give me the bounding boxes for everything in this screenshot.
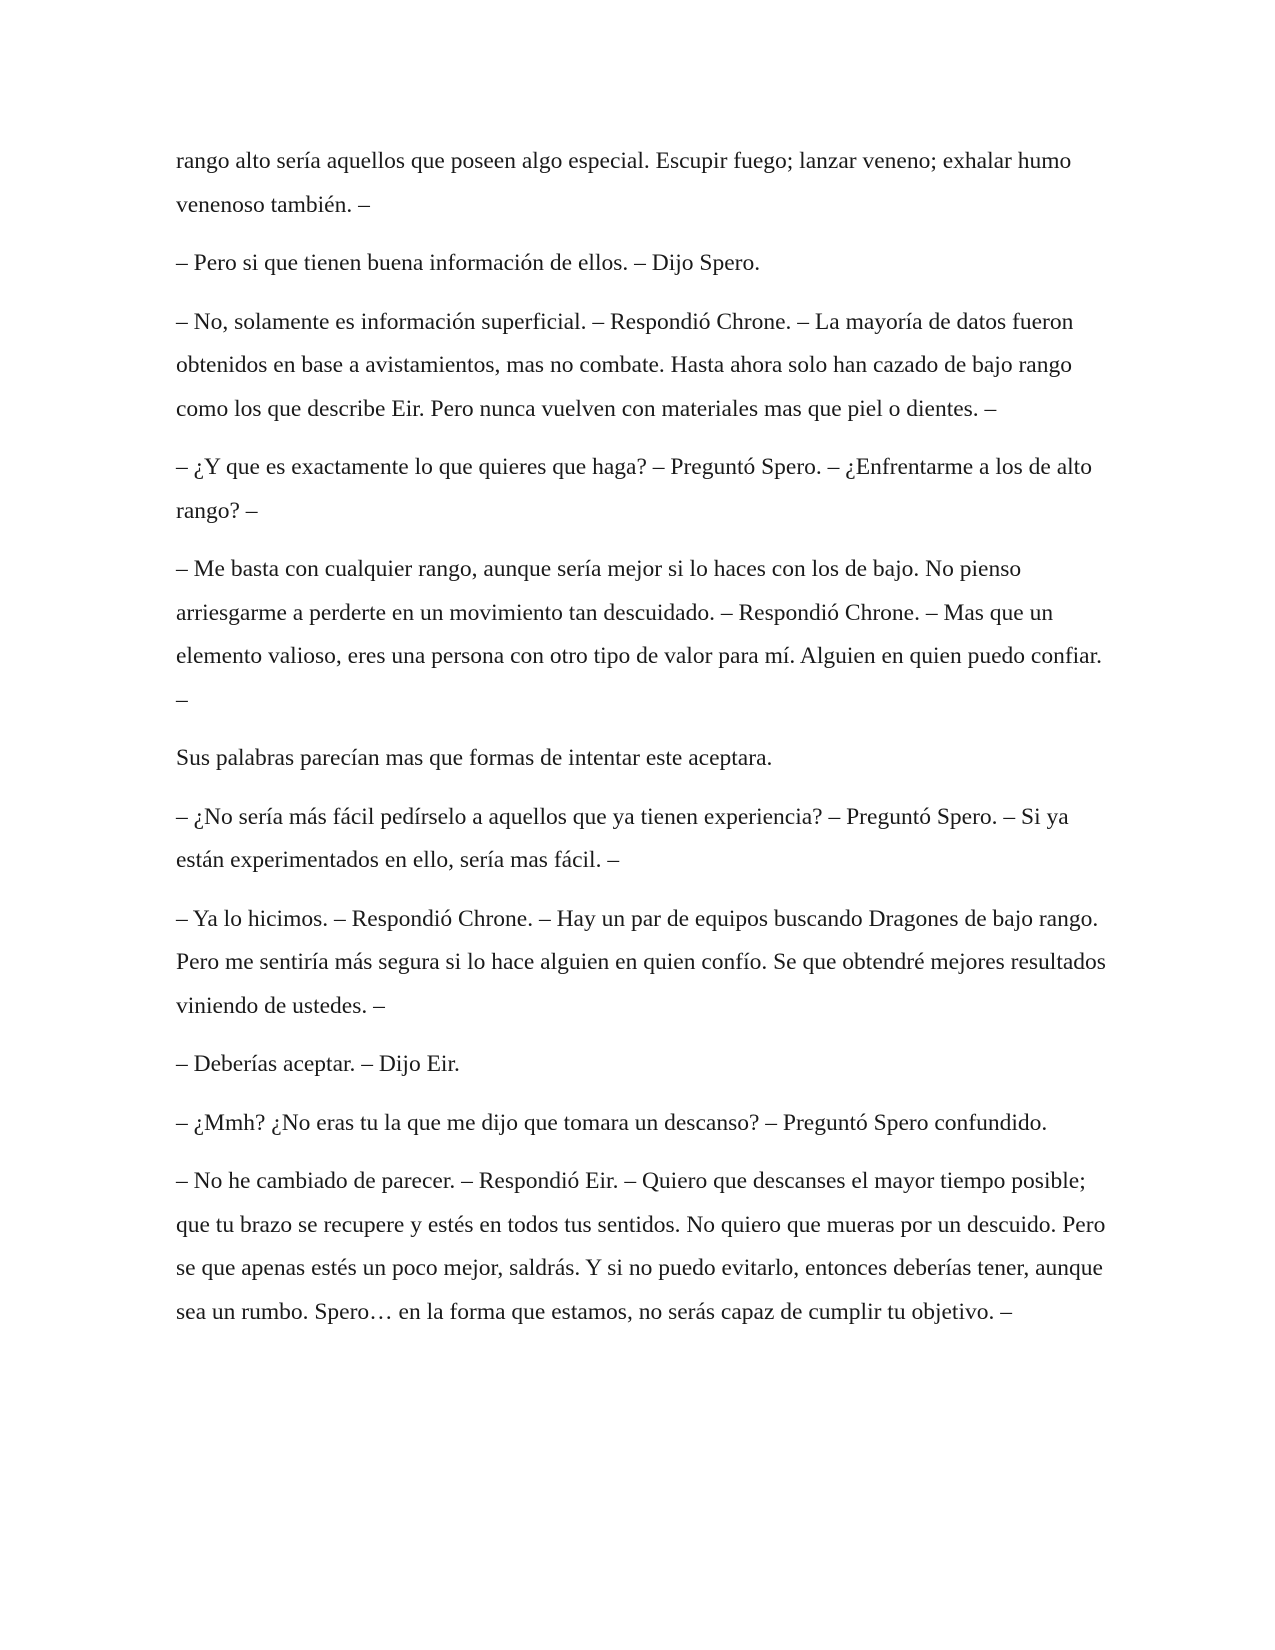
paragraph: – Ya lo hicimos. – Respondió Chrone. – Hay un par de equipos buscando Dragones de bajo rango. Pero me sentiría más segura si lo hace alguien en quien confío. Se que obtendré mejores resultados viniendo de ustedes. – (176, 905, 1106, 1019)
paragraph: – Me basta con cualquier rango, aunque sería mejor si lo haces con los de bajo. No pienso arriesgarme a perderte en un movimiento tan descuidado. – Respondió Chrone. – Mas que un elemento valioso, eres una persona con otro tipo de valor para mí. Alguien en quien puedo confiar. – (176, 556, 1103, 713)
paragraph: rango alto sería aquellos que poseen algo especial. Escupir fuego; lanzar veneno; exhalar humo venenoso también. – (176, 148, 1072, 218)
paragraph: – ¿Y que es exactamente lo que quieres que haga? – Preguntó Spero. – ¿Enfrentarme a los de alto rango? – (176, 454, 1092, 524)
paragraph: – Deberías aceptar. – Dijo Eir. (176, 1051, 460, 1077)
paragraph: – Pero si que tienen buena información de ellos. – Dijo Spero. (176, 250, 761, 276)
paragraph: – No, solamente es información superficial. – Respondió Chrone. – La mayoría de datos fueron obtenidos en base a avistamientos, mas no combate. Hasta ahora solo han cazado de bajo rango como los que describe Eir. Pero nunca vuelven con materiales mas que piel o dientes. – (176, 308, 1074, 422)
paragraph: – ¿No sería más fácil pedírselo a aquellos que ya tienen experiencia? – Preguntó Spero. – Si ya están experimentados en ello, sería mas fácil. – (176, 803, 1069, 873)
paragraph: – ¿Mmh? ¿No eras tu la que me dijo que tomara un descanso? – Preguntó Spero confundido. (176, 1109, 1048, 1136)
paragraph: – No he cambiado de parecer. – Respondió Eir. – Quiero que descanses el mayor tiempo posible; que tu brazo se recupere y estés en todos tus sentidos. No quiero que mueras por un descuido. Pero se que apenas estés un poco mejor, saldrás. Y si no puedo evitarlo, entonces deberías tener, aunque sea un rumbo. Spero… en la forma que estamos, no serás capaz de cumplir tu objetivo. – (176, 1168, 1106, 1325)
paragraph: Sus palabras parecían mas que formas de intentar este aceptara. (176, 745, 773, 771)
document-body (176, 140, 1106, 1349)
